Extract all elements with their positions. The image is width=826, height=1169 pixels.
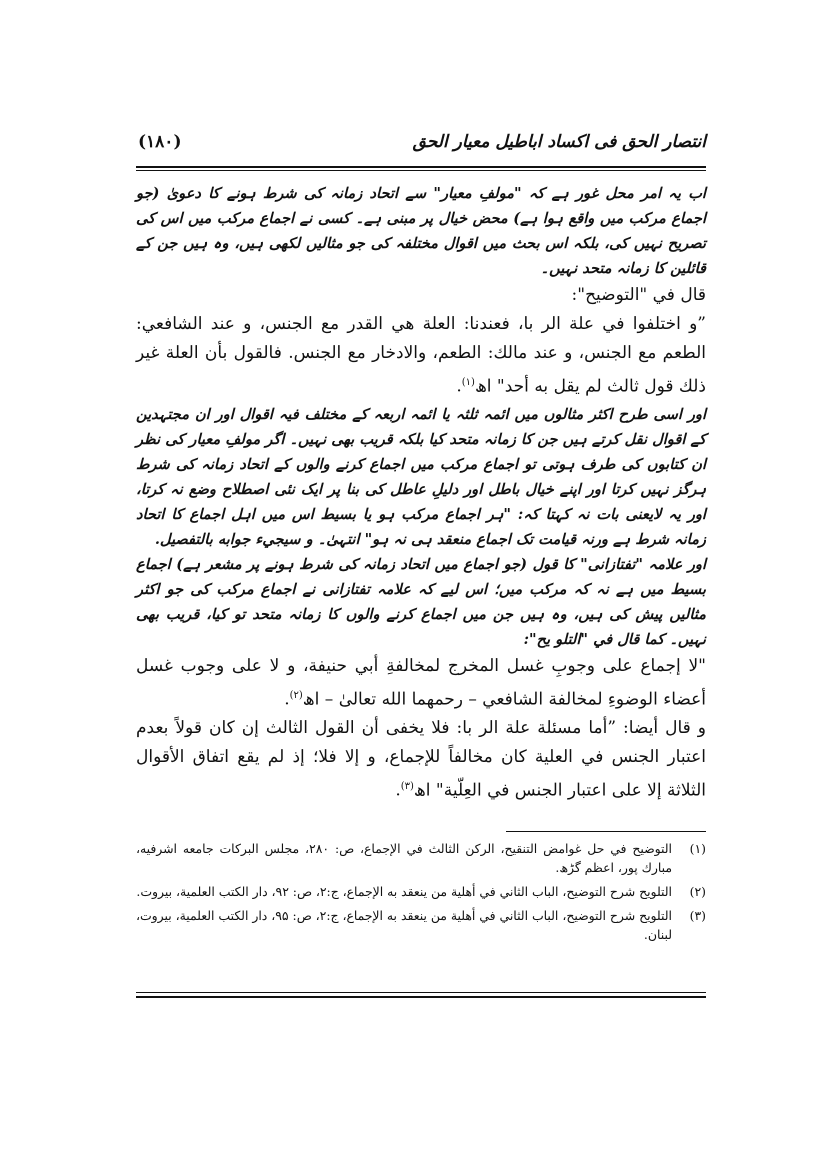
running-title: انتصار الحق فی اکساد اباطیل معیار الحق [412, 132, 706, 152]
page-number: (۱۸۰) [138, 132, 182, 152]
header-rule-thin [136, 170, 706, 171]
page-header [136, 128, 706, 164]
header-rule [136, 166, 706, 168]
paragraph-2: قال في "التوضيح": [571, 285, 706, 305]
footnote-1 [136, 839, 706, 877]
main-text [136, 181, 706, 806]
paragraph-1: اب یہ امر محل غور ہے کہ "مولفِ معیار" سے اتحاد زمانہ کی شرط ہونے کا دعویٰ (جو اجماع مرکب میں واقع ہوا ہے) محض خیال پر مبنی ہے۔ کسی نے اجماع مرکب میں اس کی تصریح نہیں کی، بلکہ اس بحث میں اقوال مختلفہ کی جو مثالیں لکھی ہیں، وہ ہیں جن کے قائلین کا زمانہ متحد نہیں۔ [136, 185, 706, 277]
paragraph-6-text: "لا إجماع على وجوبِ غسل المخرج لمخالفةِ أبي حنيفة، و لا على وجوب غسل أعضاء الوضوءِ لمخالفة الشافعي – رحمهما الله تعالىٰ – اھ [136, 655, 706, 710]
paragraph-3: ”و اختلفوا في علة الر با، فعندنا: العلة هي القدر مع الجنس، و عند الشافعي: الطعم مع الجنس، و عند مالك: الطعم، والادخار مع الجنس. فالقول بأن العلة غير ذلك قول ثالث لم يقل به أحد" اھ$^{(۱)}$. [136, 314, 706, 397]
footnote-3 [136, 906, 706, 944]
footnote-number: (۱) [689, 841, 706, 856]
paragraph-3-text: ”و اختلفوا في علة الر با، فعندنا: العلة هي القدر مع الجنس، و عند الشافعي: الطعم مع الجنس، و عند مالك: الطعم، والادخار مع الجنس. فالقول بأن العلة غير ذلك قول ثالث لم يقل به أحد" اھ [136, 314, 706, 397]
paragraph-5: اور علامہ "تفتازانی" کا قول (جو اجماع میں اتحاد زمانہ کی شرط ہونے پر مشعر ہے) اجماع بسیط میں ہے نہ کہ مرکب میں؛ اس لیے کہ علامہ تفتازانی نے اجماع مرکب کی جو اکثر مثالیں پیش کی ہیں، وہ ہیں جن میں اجماع کرنے والوں کا زمانہ متحد تو کیا، قریب بھی نہیں۔ كما قال في "التلو يح": [136, 555, 706, 648]
footnote-2 [136, 882, 706, 901]
paragraph-7: و قال أيضا: ”أما مسئلة علة الر با: فلا يخفى أن القول الثالث إن كان قولاً بعدم اعتبار الجنس في العلية كان مخالفاً للإجماع، و إلا فلا؛ إذ لم يقع اتفاق الأقوال الثلاثة إلا على اعتبار الجنس في العِلّية" اھ$^{(۳)}$. [136, 718, 706, 801]
footnote-number: (۲) [689, 884, 706, 899]
footnote-text: التلويح شرح التوضيح، الباب الثاني في أهلية من ينعقد به الإجماع، ج:۲، ص: ۹۵، دار الكتب العلمية، بيروت، لبنان. [136, 908, 672, 942]
footnotes [136, 839, 706, 949]
paragraph-7-text: و قال أيضا: ”أما مسئلة علة الر با: فلا يخفى أن القول الثالث إن كان قولاً بعدم اعتبار الجنس في العلية كان مخالفاً للإجماع، و إلا فلا؛ إذ لم يقع اتفاق الأقوال الثلاثة إلا على اعتبار الجنس في العِلّية" اھ [136, 718, 706, 801]
paragraph-6: "لا إجماع على وجوبِ غسل المخرج لمخالفةِ أبي حنيفة، و لا على وجوب غسل أعضاء الوضوءِ لمخالفة الشافعي – رحمهما الله تعالىٰ – اھ$^{(۲)}$. [136, 655, 706, 710]
footnote-ref-2: (۲) [289, 689, 303, 701]
footnote-text: التوضيح في حل غوامض التنقيح، الركن الثالث في الإجماع، ص: ۲۸۰، مجلس البركات جامعه اشرفيه، مبارك پور، اعظم گڑھ. [136, 841, 673, 875]
paragraph-4: اور اسی طرح اکثر مثالوں میں ائمہ ثلثہ یا ائمہ اربعہ کے مختلف فیہ اقوال اور ان مجتہدین کے اقوال نقل کرتے ہیں جن کا زمانہ متحد کیا بلکہ قریب بھی نہیں۔ اگر مولفِ معیار کی نظر ان کتابوں کی طرف ہوتی تو اجماع مرکب میں اجماع کرنے والوں کے اتحاد زمانہ کی شرط ہرگز نہیں کرتا اور اپنے خیال باطل اور دلیلِ عاطل کی بنا پر ایک نئی اصطلاح وضع نہ کرتا، اور یہ لایعنی بات نہ کہتا کہ: "ہر اجماع مرکب ہو یا بسیط اس میں اہل اجماع کا اتحاد زمانہ شرط ہے ورنہ قیامت تک اجماع منعقد ہی نہ ہو" انتہیٰ۔ و سيجيء جوابه بالتفصيل. [136, 405, 706, 548]
footer-rule [136, 996, 706, 998]
footnote-number: (۳) [689, 908, 706, 923]
footer-rule-thin [136, 992, 706, 993]
footnote-ref-3: (۳) [400, 781, 414, 793]
footnote-ref-1: (۱) [461, 377, 475, 388]
footnote-separator [506, 831, 706, 832]
footnote-text: التلويح شرح التوضيح، الباب الثاني في أهلية من ينعقد به الإجماع، ج:۲، ص: ۹۲، دار الكتب العلمية، بيروت. [136, 884, 672, 899]
